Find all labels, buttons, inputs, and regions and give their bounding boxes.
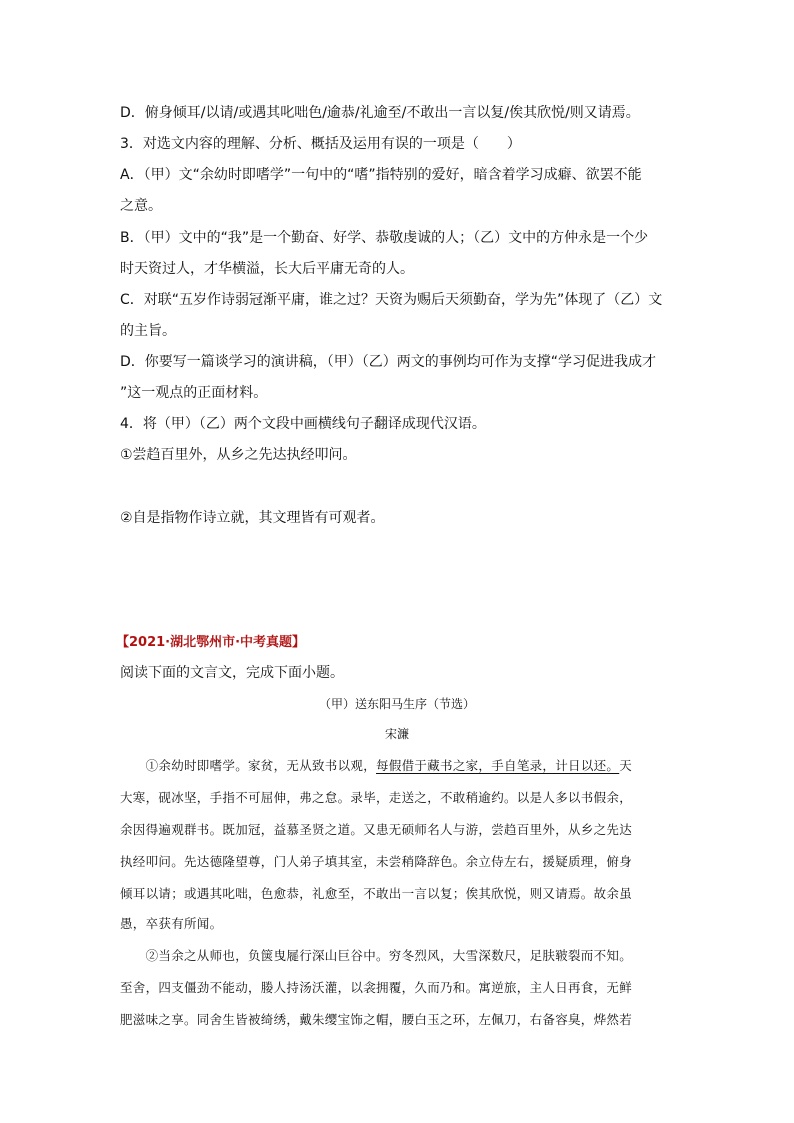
passage-paragraph-2-line-1: ②当余之从师也，负箧曳屣行深山巨谷中。穷冬烈风，大雪深数尺，足肤皲裂而不知。	[120, 948, 633, 963]
passage-paragraph-1-line-5: 倾耳以请；或遇其叱咄，色愈恭，礼愈至，不敢出一言以复；俟其欣悦，则又请焉。故余虽	[120, 886, 633, 901]
question-3-option-a-line-2: 之意。	[120, 198, 162, 214]
source-tag: 【2021·湖北鄂州市·中考真题】	[116, 635, 306, 650]
passage-paragraph-2-line-3: 肥滋味之享。同舍生皆被绮绣，戴朱缨宝饰之帽，腰白玉之环，左佩刀，右备容臭，烨然若	[120, 1012, 633, 1027]
passage-paragraph-1-line-3: 余因得遍观群书。既加冠，益慕圣贤之道。又患无硕师名人与游，尝趋百里外，从乡之先达	[120, 822, 633, 837]
question-3-option-d-line-2: ”这一观点的正面材料。	[120, 385, 268, 401]
question-4-item-1: ①尝趋百里外，从乡之先达执经叩问。	[120, 447, 357, 463]
passage-paragraph-1-line-4: 执经叩问。先达德隆望尊，门人弟子填其室，未尝稍降辞色。余立侍左右，援疑质理，俯身	[120, 854, 633, 869]
passage-paragraph-1-line-6: 愚，卒获有所闻。	[120, 916, 223, 931]
passage-title: （甲）送东阳马生序（节选）	[318, 697, 475, 711]
question-3-option-c-line-2: 的主旨。	[120, 323, 176, 339]
question-4-item-2: ②自是指物作诗立就，其文理皆有可观者。	[120, 510, 385, 526]
question-3-option-d-line-1: D．你要写一篇谈学习的演讲稿，（甲）（乙）两文的事例均可作为支撑“学习促进我成才	[120, 354, 657, 370]
question-4-stem: 4．将（甲）（乙）两个文段中画横线句子翻译成现代汉语。	[120, 416, 486, 432]
passage-text: 天	[619, 758, 633, 773]
question-3-option-a-line-1: A．（甲）文“余幼时即嗜学”一句中的“嗜”指特别的爱好，暗含着学习成癖、欲罢不能	[120, 167, 642, 183]
passage-paragraph-1-line-1	[120, 757, 676, 775]
question-3-stem: 3．对选文内容的理解、分析、概括及运用有误的一项是（ ）	[120, 136, 521, 152]
question-3-option-b-line-1: B．（甲）文中的“我”是一个勤奋、好学、恭敬虔诚的人；（乙）文中的方仲永是一个少	[120, 230, 649, 246]
question-3-option-c-line-1: C．对联“五岁作诗弱冠渐平庸，谁之过？天资为赐后天须勤奋，学为先”体现了（乙）文	[120, 292, 663, 308]
question-2-option-d: D．俯身倾耳/以请/或遇其叱咄色/逾恭/礼逾至/不敢出一言以复/俟其欣悦/则又请焉。	[120, 105, 640, 121]
passage-text: ①余幼时即嗜学。家贫，无从致书以观，	[120, 758, 377, 773]
reading-instruction: 阅读下面的文言文，完成下面小题。	[120, 665, 344, 681]
question-3-option-b-line-2: 时天资过人，才华横溢，长大后平庸无奇的人。	[120, 261, 414, 277]
passage-author: 宋濂	[384, 727, 409, 741]
passage-paragraph-1-line-2: 大寒，砚冰坚，手指不可屈伸，弗之怠。录毕，走送之，不敢稍逾约。以是人多以书假余，	[120, 790, 633, 805]
passage-paragraph-2-line-2: 至舍，四支僵劲不能动，媵人持汤沃灌，以衾拥覆，久而乃和。寓逆旅，主人日再食，无鲜	[120, 980, 633, 995]
underlined-sentence: 每假借于藏书之家，手自笔录，计日以还。	[376, 758, 620, 773]
